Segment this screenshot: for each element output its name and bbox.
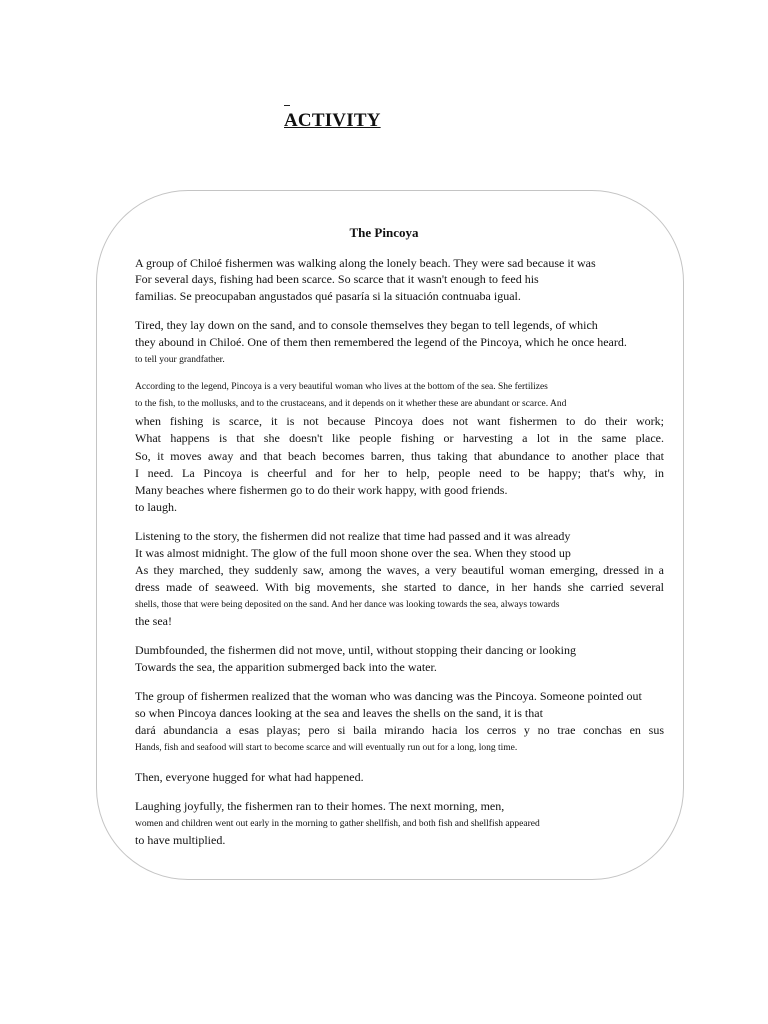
story-line: Hands, fish and seafood will start to become scarce and will eventually run out for a long, long time. xyxy=(135,743,518,753)
story-line: shells, those that were being deposited on the sand. And her dance was looking towards the sea, always towards xyxy=(135,600,560,610)
page-heading: ACTIVITY xyxy=(284,110,381,131)
story-line: A group of Chiloé fishermen was walking along the lonely beach. They were sad because it was xyxy=(135,256,596,270)
story-line: to tell your grandfather. xyxy=(135,355,225,365)
story-line: the sea! xyxy=(135,614,172,628)
story-line: For several days, fishing had been scarce. So scarce that it wasn't enough to feed his xyxy=(135,272,539,286)
story-line: I need. La Pincoya is cheerful and for her to help, people need to be happy; that's why, in xyxy=(135,466,664,480)
story-line: As they marched, they suddenly saw, among the waves, a very beautiful woman emerging, dressed in a xyxy=(135,563,664,577)
story-line: Dumbfounded, the fishermen did not move, until, without stopping their dancing or looking xyxy=(135,643,576,657)
story-line: Listening to the story, the fishermen did not realize that time had passed and it was already xyxy=(135,529,571,543)
story-line: when fishing is scarce, it is not because Pincoya does not want fishermen to do their work; xyxy=(135,414,664,428)
story-line: The group of fishermen realized that the woman who was dancing was the Pincoya. Someone pointed out xyxy=(135,689,642,703)
story-line: so when Pincoya dances looking at the sea and leaves the shells on the sand, it is that xyxy=(135,706,543,720)
story-line: to laugh. xyxy=(135,500,177,514)
story-line: Then, everyone hugged for what had happened. xyxy=(135,770,364,784)
story-line: Laughing joyfully, the fishermen ran to their homes. The next morning, men, xyxy=(135,799,505,813)
story-line: to have multiplied. xyxy=(135,833,226,847)
story-line: So, it moves away and that beach becomes barren, thus taking that abundance to another place that xyxy=(135,449,664,463)
story-line: It was almost midnight. The glow of the full moon shone over the sea. When they stood up xyxy=(135,546,571,560)
story-title: The Pincoya xyxy=(349,225,419,240)
heading-marker xyxy=(284,105,290,106)
story-line: women and children went out early in the morning to gather shellfish, and both fish and shellfish appeared xyxy=(135,819,540,829)
story-line: Many beaches where fishermen go to do their work happy, with good friends. xyxy=(135,483,508,497)
story-line: What happens is that she doesn't like people fishing or harvesting a lot in the same place. xyxy=(135,431,664,445)
story-line: familias. Se preocupaban angustados qué pasaría si la situación contnuaba igual. xyxy=(135,289,521,303)
story-line: According to the legend, Pincoya is a very beautiful woman who lives at the bottom of the sea. She fertilizes xyxy=(135,382,548,392)
story-line: dará abundancia a esas playas; pero si baila mirando hacia los cerros y no trae conchas en sus xyxy=(135,723,664,737)
story-line: they abound in Chiloé. One of them then remembered the legend of the Pincoya, which he once heard. xyxy=(135,335,627,349)
story-line: to the fish, to the mollusks, and to the crustaceans, and it depends on it whether these are abundant or scarce. And xyxy=(135,399,567,409)
story-line: Tired, they lay down on the sand, and to console themselves they began to tell legends, of which xyxy=(135,318,598,332)
story-line: Towards the sea, the apparition submerged back into the water. xyxy=(135,660,437,674)
story-line: dress made of seaweed. With big movements, she started to dance, in her hands she carried several xyxy=(135,580,664,594)
